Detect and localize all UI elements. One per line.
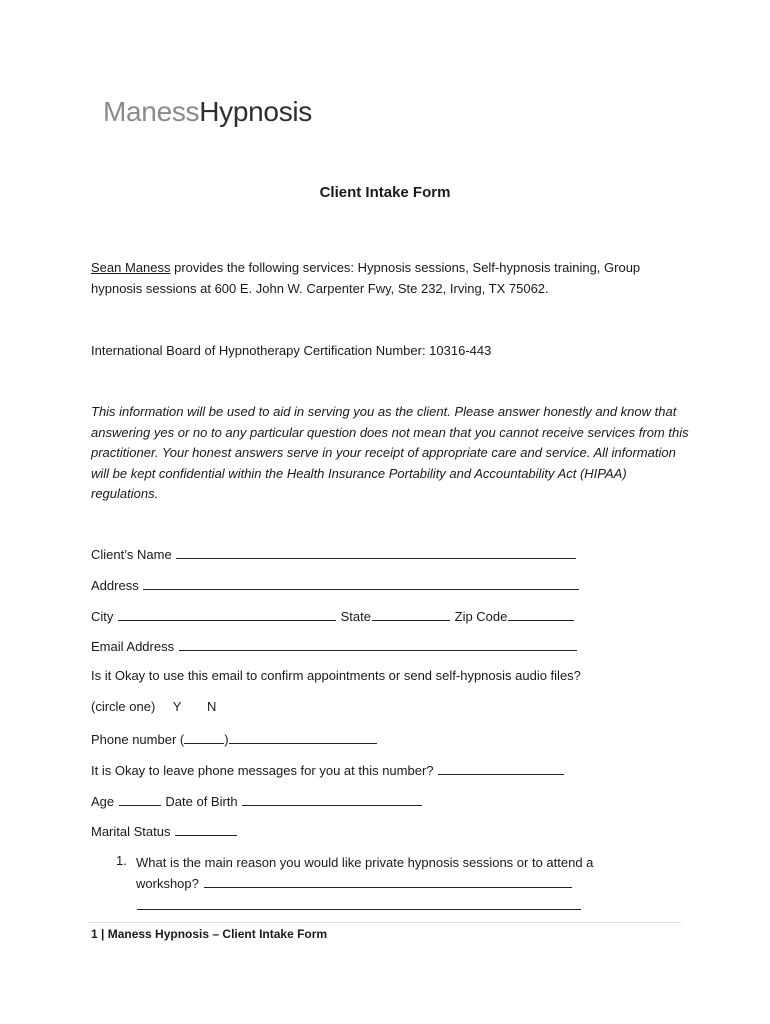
question-1-text: What is the main reason you would like private hypnosis sessions or to attend a workshop? (136, 855, 594, 891)
circle-one-label: (circle one) (91, 699, 156, 714)
age-label: Age (91, 794, 115, 809)
logo (103, 96, 312, 128)
address-field[interactable] (143, 576, 579, 590)
state-label: State (340, 609, 371, 624)
email-question: Is it Okay to use this email to confirm appointments or send self-hypnosis audio files? (91, 668, 581, 683)
phone-label: Phone number ( (91, 732, 185, 747)
email-field[interactable] (179, 637, 577, 651)
clients-name-field[interactable] (176, 545, 576, 559)
state-field[interactable] (372, 607, 450, 621)
intro-text: provides the following services: Hypnosis sessions, Self-hypnosis training, Group hypnosis sessions at 600 E. John W. Carpenter Fwy, Ste 232, Irving, TX 75062. (91, 260, 641, 296)
phone-question-row (91, 761, 565, 778)
dob-label: Date of Birth (165, 794, 238, 809)
email-row (91, 637, 578, 654)
certification-text: International Board of Hypnotherapy Certification Number: 10316-443 (91, 343, 492, 358)
question-1-number: 1. (116, 853, 127, 868)
age-field[interactable] (119, 792, 161, 806)
marital-row (91, 822, 238, 839)
disclaimer-paragraph: This information will be used to aid in serving you as the client. Please answer honestly and know that answering yes or no to any particular question does not mean that you cannot receive services from this practitioner. Your honest answers serve in your receipt of appropriate care and service. All information will be kept confidential within the Health Insurance Portability and Accountability Act (HIPAA) regulations. (91, 404, 689, 501)
page-footer: 1 | Maness Hypnosis – Client Intake Form (91, 927, 328, 941)
area-code-field[interactable] (184, 730, 224, 744)
page-title: Client Intake Form (319, 184, 451, 201)
address-label: Address (91, 578, 139, 593)
marital-field[interactable] (175, 822, 237, 836)
email-yes-option[interactable]: Y (172, 699, 182, 714)
footer-divider (88, 922, 681, 923)
email-label: Email Address (91, 639, 175, 654)
question-1 (136, 852, 656, 894)
phone-row (91, 730, 377, 747)
circle-one-row (91, 699, 216, 714)
clients-name-row (91, 545, 577, 562)
dob-field[interactable] (242, 792, 422, 806)
logo-text-maness: Maness (103, 96, 200, 127)
phone-question-label: It is Okay to leave phone messages for you at this number? (91, 763, 434, 778)
logo-text-hypnosis: Hypnosis (199, 96, 313, 127)
question-1-answer-field[interactable] (204, 874, 572, 888)
intro-paragraph (91, 258, 691, 299)
clients-name-label: Client’s Name (91, 547, 172, 562)
city-row (91, 607, 575, 624)
zip-label: Zip Code (454, 609, 508, 624)
city-field[interactable] (118, 607, 336, 621)
phone-number-field[interactable] (229, 730, 377, 744)
zip-field[interactable] (508, 607, 574, 621)
age-row (91, 792, 423, 809)
email-no-option[interactable]: N (206, 699, 217, 714)
marital-label: Marital Status (91, 824, 171, 839)
phone-close-paren: ) (224, 732, 229, 747)
address-row (91, 576, 580, 593)
phone-messages-field[interactable] (438, 761, 564, 775)
question-1-answer-line-2[interactable] (137, 896, 581, 910)
practitioner-name: Sean Maness (91, 260, 171, 275)
city-label: City (91, 609, 114, 624)
